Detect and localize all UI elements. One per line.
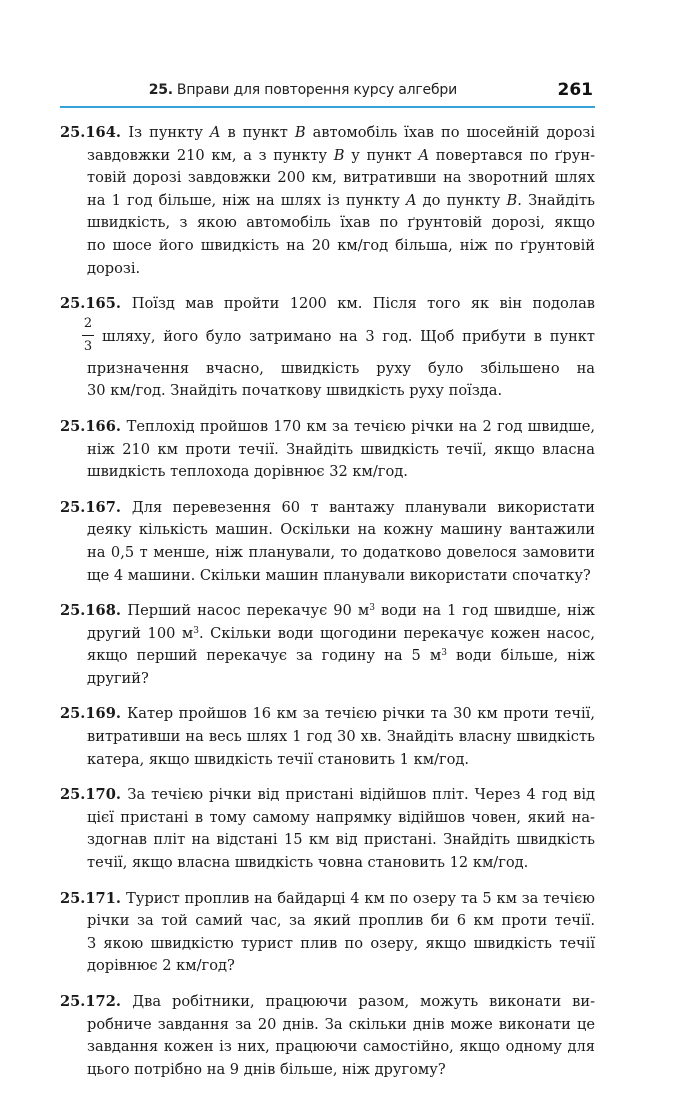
- problems-list: [60, 122, 595, 1094]
- problem-line: річки за той самий час, за який проплив би 6 км проти течії.: [87, 912, 595, 930]
- section-title-text: Вправи для повторення курсу алгебри: [176, 82, 457, 98]
- problem-line: на 1 год більше, ніж на шлях із пункту A до пункту B. Знайдіть: [87, 191, 595, 209]
- problem-line: ніж 210 км проти течії. Знайдіть швидкість течії, якщо власна: [87, 440, 595, 458]
- problem-25-166: [60, 416, 595, 484]
- fraction-denominator: 3: [83, 338, 93, 354]
- problem-line: ще 4 машини. Скільки машин планували використати спочатку?: [87, 566, 591, 584]
- problem-25-171: [60, 888, 595, 978]
- header-divider: [60, 106, 595, 108]
- problem-line: 25.166. Теплохід пройшов 170 км за течією річки на 2 год швидше,: [60, 417, 595, 435]
- problem-line-fraction: [60, 316, 595, 358]
- problem-25-168: [60, 600, 595, 690]
- problem-number: 25.164.: [60, 124, 129, 141]
- problem-line: 25.164. Із пункту A в пункт B автомобіль їхав по шосейній дорозі: [60, 124, 596, 141]
- problem-line: цього потрібно на 9 днів більше, ніж другому?: [87, 1060, 446, 1078]
- problem-25-164: [60, 122, 595, 280]
- section-number: 25.: [148, 82, 173, 98]
- problem-line: здогнав пліт на відстані 15 км від пристані. Знайдіть швидкість: [87, 831, 595, 849]
- problem-line: течії, якщо власна швидкість човна становить 12 км/год.: [87, 854, 529, 872]
- page-number: 261: [557, 80, 593, 100]
- problem-line: цієї пристані в тому самому напрямку відійшов човен, який на-: [87, 808, 595, 826]
- problem-number: 25.172.: [60, 993, 133, 1010]
- page-header: [60, 80, 595, 104]
- problem-number: 25.171.: [60, 889, 127, 907]
- problem-line: 25.167. Для перевезення 60 т вантажу планували використати: [60, 498, 595, 516]
- problem-line: другий 100 $м^3$. Скільки води щогодини перекачує кожен насос,: [87, 624, 595, 642]
- section-title: [149, 82, 457, 98]
- problem-line: 25.172. Два робітники, працюючи разом, можуть виконати ви-: [60, 993, 595, 1010]
- problem-line: призначення вчасно, швидкість руху було збільшено на: [87, 359, 595, 377]
- problem-line: З якою швидкістю турист плив по озеру, якщо швидкість течії: [87, 934, 595, 952]
- problem-line: витративши на весь шлях 1 год 30 хв. Знайдіть власну швидкість: [87, 728, 595, 746]
- fraction-numerator: 2: [83, 315, 93, 331]
- fraction: [82, 314, 94, 357]
- problem-line: по шосе його швидкість на 20 км/год більша, ніж по ґрунтовій: [87, 236, 595, 254]
- fraction-bar: [82, 335, 94, 336]
- problem-line: 25.169. Катер пройшов 16 км за течією річки та 30 км проти течії,: [60, 705, 595, 723]
- problem-line: швидкість, з якою автомобіль їхав по ґрунтовій дорозі, якщо: [87, 214, 595, 232]
- problem-line: швидкість теплохода дорівнює 32 км/год.: [87, 463, 408, 481]
- problem-line: 25.168. Перший насос перекачує 90 $м^3$ води на 1 год швидше, ніж: [60, 602, 596, 620]
- problem-25-167: [60, 497, 595, 587]
- problem-line: 30 км/год. Знайдіть початкову швидкість руху поїзда.: [87, 382, 503, 400]
- problem-number: 25.170.: [60, 786, 128, 804]
- problem-line: дорівнює 2 км/год?: [87, 957, 235, 975]
- problem-line: дорозі.: [87, 259, 141, 277]
- problem-number: 25.167.: [60, 498, 132, 516]
- problem-line: якщо перший перекачує за годину на 5 $м^3$ води більше, ніж: [87, 647, 595, 665]
- problem-line: деяку кількість машин. Оскільки на кожну машину вантажили: [87, 521, 595, 539]
- problem-line: товій дорозі завдовжки 200 км, витративши на зворотний шлях: [87, 169, 595, 187]
- problem-number: 25.168.: [60, 602, 128, 620]
- problem-line: робниче завдання за 20 днів. За скільки днів може виконати це: [87, 1015, 595, 1033]
- problem-line: 25.165. Поїзд мав пройти 1200 км. Після того як він подолав: [60, 295, 595, 313]
- problem-line: шляху, його було затримано на 3 год. Щоб прибути в пункт: [102, 327, 595, 345]
- problem-line: катера, якщо швидкість течії становить 1 км/год.: [87, 750, 470, 768]
- problem-line: на 0,5 т менше, ніж планували, то додатково довелося замовити: [87, 543, 595, 561]
- problem-number: 25.169.: [60, 705, 127, 723]
- problem-line: 25.170. За течією річки від пристані відійшов пліт. Через 4 год від: [60, 786, 595, 804]
- problem-25-170: [60, 784, 595, 874]
- problem-25-169: [60, 703, 595, 771]
- problem-line: 25.171. Турист проплив на байдарці 4 км по озеру та 5 км за течією: [60, 889, 596, 907]
- problem-line: завдання кожен із них, працюючи самостійно, якщо одному для: [87, 1038, 595, 1056]
- problem-number: 25.166.: [60, 417, 127, 435]
- problem-line: завдовжки 210 км, а з пункту B у пункт A повертався по ґрун-: [87, 146, 596, 164]
- problem-25-165: [60, 293, 595, 403]
- problem-25-172: [60, 991, 595, 1081]
- problem-line: другий?: [87, 669, 149, 687]
- problem-number: 25.165.: [60, 295, 132, 313]
